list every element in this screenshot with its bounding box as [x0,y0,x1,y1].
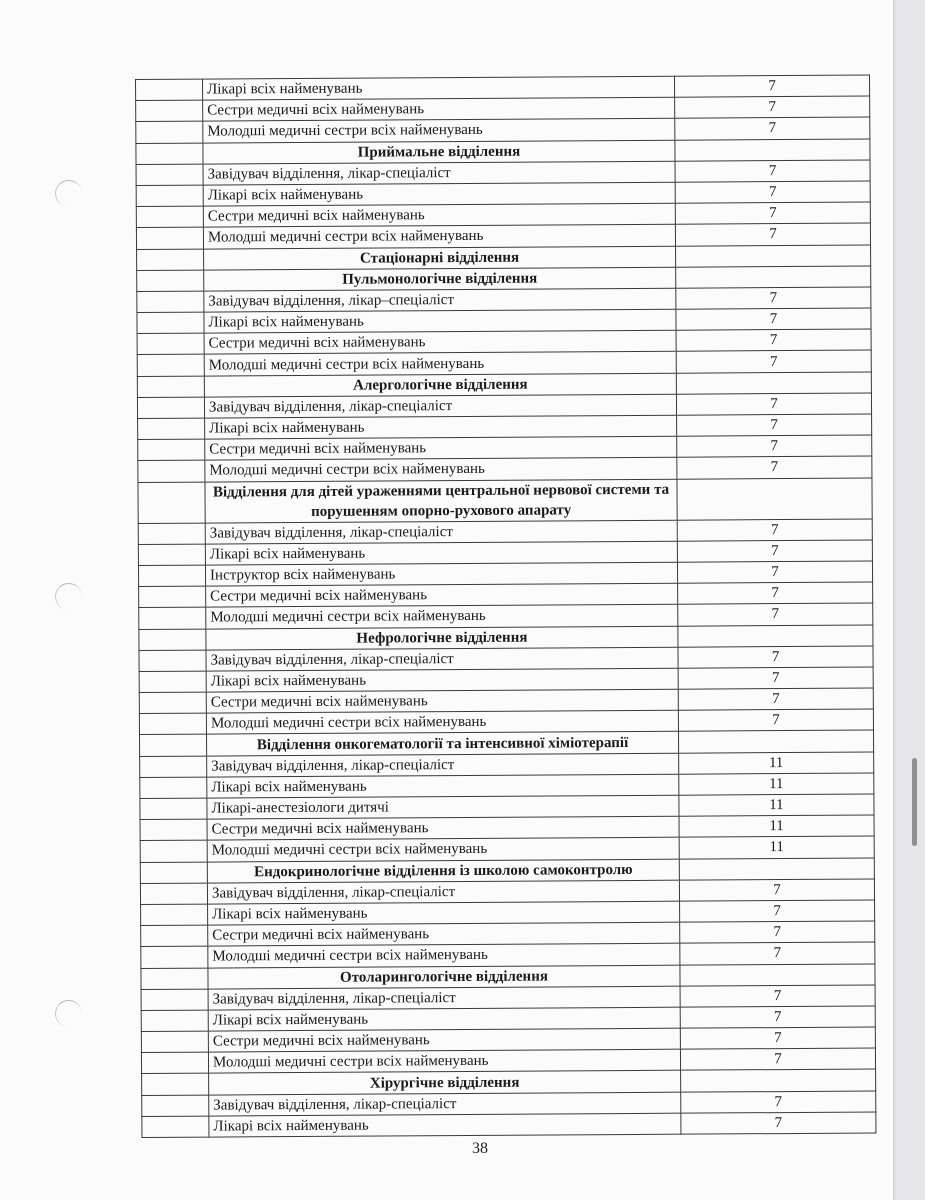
blank-cell [138,565,205,587]
blank-cell [139,586,206,608]
section-count-cell [675,139,870,161]
section-header-row [138,478,872,523]
blank-cell [140,798,207,820]
section-title: Відділення онкогематології та інтенсивної хіміотерапії [207,732,679,756]
section-count-cell [676,245,871,267]
position-name: Сестри медичні всіх найменувань [208,1028,680,1052]
position-name: Лікарі всіх найменувань [209,1113,681,1137]
position-count: 7 [680,1048,875,1070]
position-name: Лікарі всіх найменувань [204,309,676,333]
blank-cell [141,925,208,947]
position-name: Завідувач відділення, лікар-спеціаліст [207,880,679,904]
section-title: Ендокринологічне відділення із школою самоконтролю [207,859,679,883]
section-count-cell [676,266,871,288]
position-name: Сестри медичні всіх найменувань [208,922,680,946]
section-count-cell [676,372,871,394]
blank-cell [139,671,206,693]
blank-cell [136,100,203,122]
position-name: Лікарі всіх найменувань [205,415,677,439]
blank-cell [141,1052,208,1074]
position-count: 7 [677,519,872,541]
blank-cell [140,756,207,778]
blank-cell [142,1116,209,1138]
position-count: 7 [677,414,872,436]
blank-cell [138,544,205,566]
position-count: 7 [674,75,869,97]
position-name: Лікарі-анестезіологи дитячі [207,795,679,819]
position-name: Лікарі всіх найменувань [205,541,677,565]
position-name: Сестри медичні всіх найменувань [206,583,678,607]
blank-cell [141,989,208,1011]
position-name: Сестри медичні всіх найменувань [207,816,679,840]
section-title: Пульмонологічне відділення [204,267,676,291]
blank-cell [136,121,203,143]
blank-cell [141,1010,208,1032]
position-name: Сестри медичні всіх найменувань [205,436,677,460]
table-row [142,1112,876,1138]
section-title: Отоларингологічне відділення [208,965,680,989]
position-count: 11 [679,815,874,837]
blank-cell [137,291,204,313]
position-name: Завідувач відділення, лікар-спеціаліст [205,520,677,544]
blank-cell [139,650,206,672]
position-name: Інструктор всіх найменувань [205,562,677,586]
punch-hole-icon [55,180,82,207]
blank-cell [137,270,204,292]
blank-cell [137,376,204,398]
blank-cell [140,883,207,905]
position-count: 7 [677,435,872,457]
position-count: 7 [681,1091,876,1113]
section-count-cell [679,858,874,880]
position-name: Сестри медичні всіх найменувань [203,203,675,227]
position-name: Лікарі всіх найменувань [208,901,680,925]
position-count: 7 [675,160,870,182]
blank-cell [142,1095,209,1117]
position-count: 7 [676,287,871,309]
section-title: Приймальне відділення [203,140,675,164]
position-name: Лікарі всіх найменувань [208,1007,680,1031]
position-count: 7 [676,308,871,330]
section-count-cell [680,963,875,985]
blank-cell [139,607,206,629]
blank-cell [141,904,208,926]
blank-cell [136,79,203,101]
position-name: Завідувач відділення, лікар-спеціаліст [206,647,678,671]
blank-cell [137,397,204,419]
section-count-cell [678,625,873,647]
blank-cell [136,206,203,228]
position-name: Лікарі всіх найменувань [203,76,675,100]
staffing-table [135,75,876,1138]
position-count: 7 [680,942,875,964]
position-name: Завідувач відділення, лікар-спеціаліст [207,753,679,777]
blank-cell [141,946,208,968]
blank-cell [138,439,205,461]
position-name: Завідувач відділення, лікар-спеціаліст [204,394,676,418]
section-count-cell [681,1069,876,1091]
position-count: 7 [678,646,873,668]
punch-hole-icon [55,583,82,610]
position-count: 7 [681,1112,876,1134]
section-count-cell [677,478,872,520]
position-count: 7 [680,900,875,922]
position-count: 7 [679,879,874,901]
blank-cell [137,333,204,355]
section-title: Відділення для дітей ураженнями центральної нервової системи та порушенням опорно-рухового апарату [205,479,677,523]
scroll-indicator[interactable] [912,758,917,846]
position-name: Молодші медичні сестри всіх найменувань [208,1049,680,1073]
position-name: Завідувач відділення, лікар-спеціаліст [209,1092,681,1116]
position-name: Молодші медичні сестри всіх найменувань [207,838,679,862]
position-count: 7 [678,582,873,604]
blank-cell [139,629,206,651]
position-count: 7 [677,456,872,478]
blank-cell [140,840,207,862]
position-name: Лікарі всіх найменувань [203,182,675,206]
punch-hole-icon [55,1000,82,1027]
staffing-table-body [136,75,876,1137]
position-count: 7 [678,709,873,731]
blank-cell [137,355,204,377]
position-count: 11 [679,752,874,774]
blank-cell [140,862,207,884]
position-count: 7 [680,1027,875,1049]
position-count: 7 [676,329,871,351]
section-count-cell [678,730,873,752]
blank-cell [136,143,203,165]
blank-cell [136,164,203,186]
blank-cell [140,777,207,799]
blank-cell [141,968,208,990]
position-name: Молодші медичні сестри всіх найменувань [204,352,676,376]
blank-cell [140,819,207,841]
position-name: Молодші медичні сестри всіх найменувань [205,458,677,482]
section-title: Алергологічне відділення [204,373,676,397]
position-name: Молодші медичні сестри всіх найменувань [206,710,678,734]
section-title: Нефрологічне відділення [206,626,678,650]
page-number: 38 [472,1140,488,1157]
blank-cell [137,249,204,271]
position-name: Завідувач відділення, лікар–спеціаліст [204,288,676,312]
position-name: Лікарі всіх найменувань [207,774,679,798]
position-name: Молодші медичні сестри всіх найменувань [206,605,678,629]
position-count: 7 [680,921,875,943]
blank-cell [140,735,207,757]
blank-cell [138,482,205,523]
position-name: Завідувач відділення, лікар-спеціаліст [203,161,675,185]
blank-cell [138,460,205,482]
position-count: 7 [675,181,870,203]
blank-cell [138,523,205,545]
position-count: 7 [675,223,870,245]
blank-cell [136,185,203,207]
position-count: 7 [675,202,870,224]
blank-cell [139,713,206,735]
position-name: Лікарі всіх найменувань [206,668,678,692]
blank-cell [137,312,204,334]
position-name: Сестри медичні всіх найменувань [203,97,675,121]
position-name: Сестри медичні всіх найменувань [204,330,676,354]
position-count: 7 [677,540,872,562]
position-count: 7 [680,1006,875,1028]
position-name: Молодші медичні сестри всіх найменувань [203,119,675,143]
position-count: 11 [679,794,874,816]
position-count: 11 [679,773,874,795]
position-count: 7 [678,603,873,625]
blank-cell [138,418,205,440]
position-name: Молодші медичні сестри всіх найменувань [203,225,675,249]
position-count: 7 [680,985,875,1007]
position-count: 7 [675,117,870,139]
position-name: Молодші медичні сестри всіх найменувань [208,944,680,968]
position-count: 7 [677,561,872,583]
position-count: 7 [678,667,873,689]
position-count: 7 [675,96,870,118]
position-count: 7 [678,688,873,710]
position-count: 7 [676,350,871,372]
section-title: Хірургічне відділення [209,1071,681,1095]
position-count: 11 [679,836,874,858]
blank-cell [141,1031,208,1053]
position-name: Завідувач відділення, лікар-спеціаліст [208,986,680,1010]
position-name: Сестри медичні всіх найменувань [206,689,678,713]
section-title: Стаціонарні відділення [204,246,676,270]
blank-cell [139,692,206,714]
blank-cell [136,227,203,249]
position-count: 7 [676,393,871,415]
blank-cell [142,1074,209,1096]
